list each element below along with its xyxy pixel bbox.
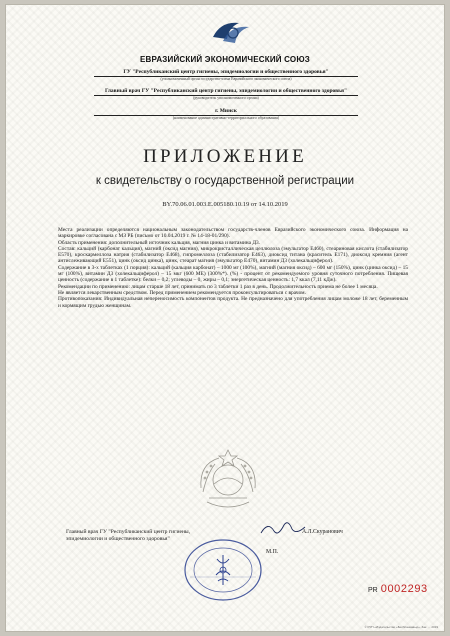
document-subtitle: к свидетельству о государственной регистрации [95,175,355,187]
head-doctor-line: Главный врач ГУ "Республиканский центр гигиены, эпидемиологии и общественного здоровья" [94,88,358,96]
head-doctor-caption: (руководитель уполномоченного органа) [193,96,259,100]
recommendations-paragraph: Рекомендации по применению: лицам старше 18 лет, принимать по 3 таблетки 1 раз в день. Продолжительность приема не более 1 месяца. [58,283,378,290]
certificate-body [58,227,408,309]
official-seal-stamp [182,537,264,603]
belarus-emblem-icon [189,444,267,518]
serial-number [368,583,428,595]
stamp-place-label: М.П. [266,549,279,555]
content-paragraph: Содержание в 3-х таблетках (1 порция): кальций (кальция карбонат) – 1000 мг (100%), магний (магния оксид) – 600 мг (150%), цинк (цинка оксид) – 15 мг (100%), витамин Д3 (холекальциферол) – 15 мкг (600 МЕ) (300%*). (%) - процент от рекомендуемого уровня суточного потребления. Пищевая ценность (содержание в 1 таблетке): белки – 0,2; углеводы – 0, жиры – 0,1; энергетическая ценность: 1,7 ккал (7,11 кДж). [58,264,408,284]
signatory-title-line2: эпидемиологии и общественного здоровья" [66,536,170,542]
not-medicine-paragraph: Не является лекарственным средством. Перед применением рекомендуется проконсультироваться с врачом. [58,289,306,296]
printer-footnote: © РУП «Издательство «Белбланкавыд». Зак. ... 2019 [364,625,438,629]
scope-paragraph: Область применения: дополнительный источник кальция, магния цинка и витамина Д3. [58,239,261,246]
places-paragraph: Места реализации определяются национальным законодательством государств-членов Евразийского экономического союза. Информация на маркировке согласована с МЗ РБ (письмо от 10.04.2019 г. № 14-18-01/290). [58,227,408,240]
union-name: ЕВРАЗИЙСКИЙ ЭКОНОМИЧЕСКИЙ СОЮЗ [139,55,311,64]
handwritten-signature [258,519,308,539]
city-caption: (наименование административно-территориального образования) [172,116,280,120]
serial-value: 0002293 [380,583,428,595]
signatory-title-line1: Главный врач ГУ "Республиканский центр гигиены, [66,529,191,535]
composition-paragraph: Состав: кальций (карбонат кальция), магний (оксид магния), микрокристаллическая целлюлоза (эмульгатор E460), стеариновая кислота (стабилизатор E570), кроскармеллоза натрия (стабилизатор E468), гипромеллоза (стабилизатор E463), диоксид титана (краситель E171), диоксид кремния (агент антислеживающий E551), цинк (оксид цинка), цинк, стеарат магния (эмульгатор E470), витамин Д3 (холекальциферол). [58,245,408,265]
authority-name: ГУ "Республиканский центр гигиены, эпидемиологии и общественного здоровья" [94,69,358,77]
eaeu-logo-icon [209,17,253,47]
city-line: г. Минск [94,108,358,116]
authority-caption: (уполномоченный орган государства-члена Евразийского экономического союза) [160,77,292,81]
contraindications-paragraph: Противопоказания: Индивидуальная непереносимость компонентов продукта. Не предназначено для употребления лицам моложе 18 лет, беременным и кормящим грудью женщинам. [58,296,408,309]
certificate-page [5,4,445,632]
serial-prefix: PR [368,587,378,594]
registration-number: BY.70.06.01.003.E.005180.10.19 от 14.10.2019 [162,201,288,208]
document-title: ПРИЛОЖЕНИЕ [143,146,307,167]
signatory-name: А.Л.Скуранович [302,529,343,535]
